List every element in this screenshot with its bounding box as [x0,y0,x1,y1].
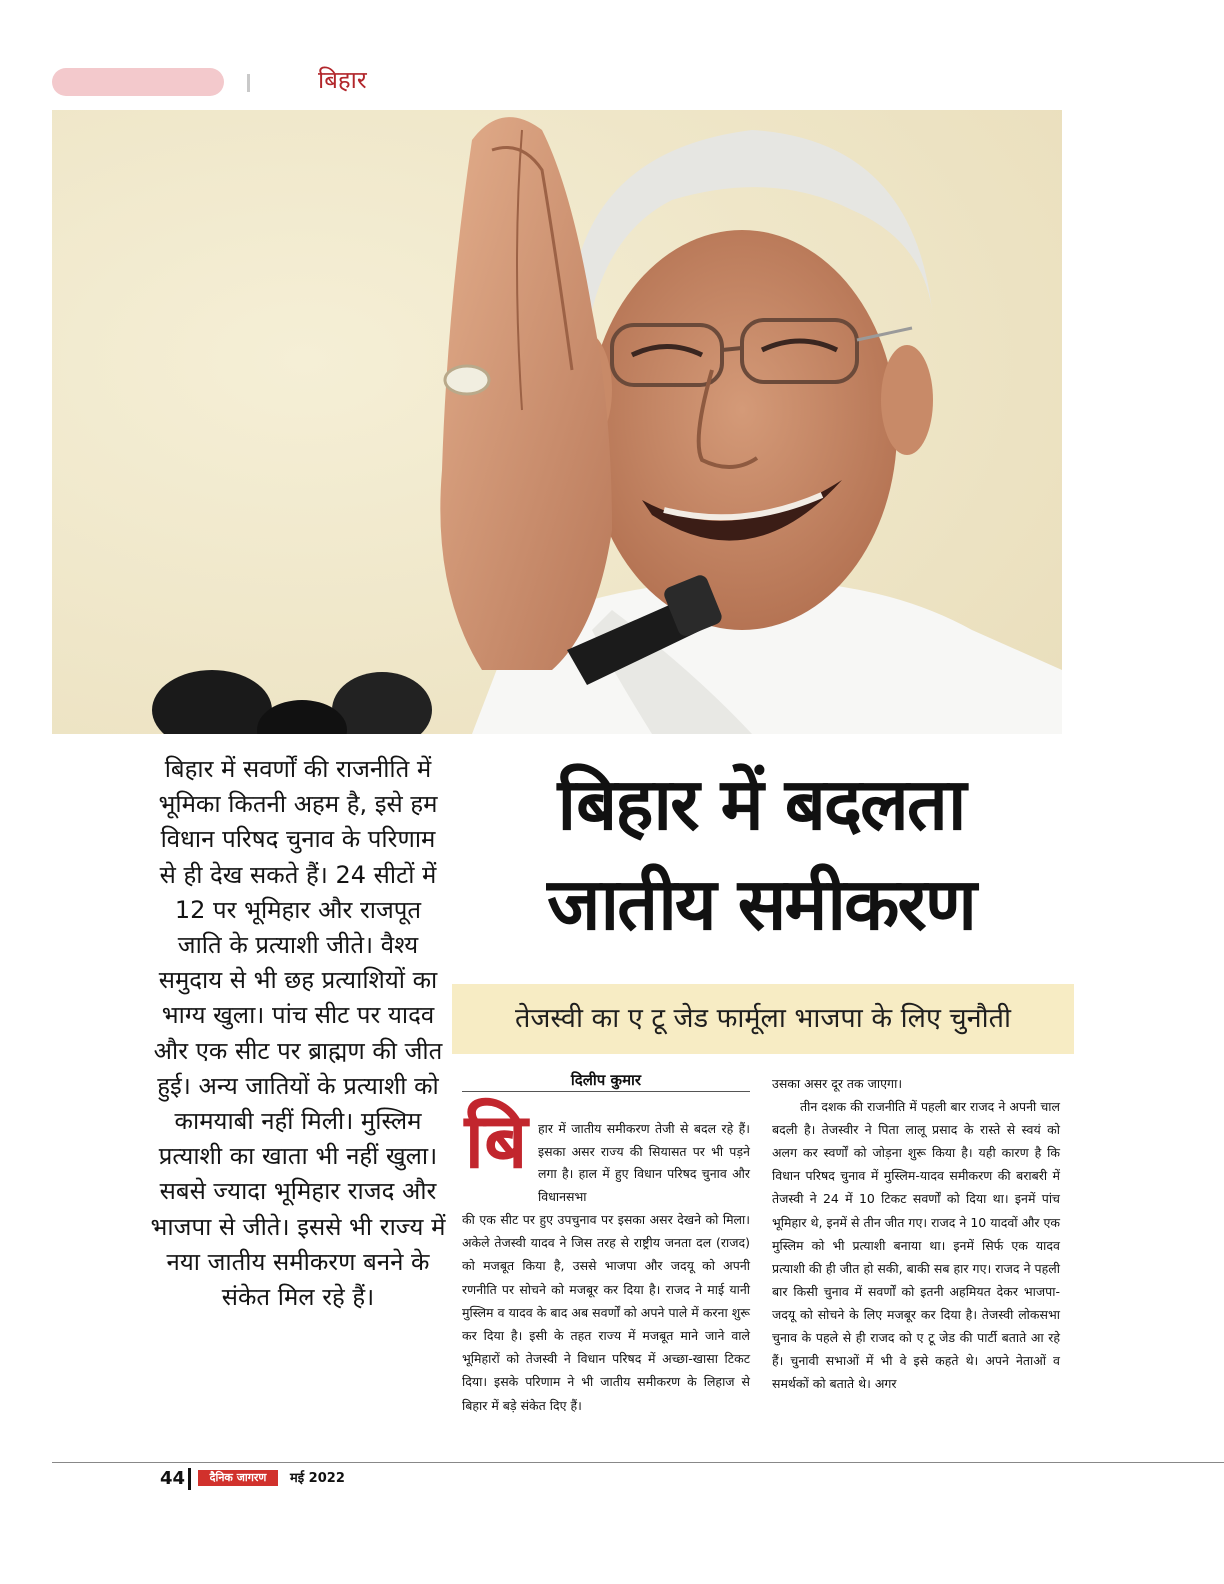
headline-line-2: जातीय समीकरण [547,862,975,946]
header-divider [247,74,250,92]
drop-cap: बि [464,1096,528,1185]
byline-divider [462,1091,750,1092]
page-number: 44 [160,1468,186,1489]
article-col1-intro: हार में जातीय समीकरण तेजी से बदल रहे हैं। इसका असर राज्य की सियासत पर भी पड़ने लगा है। हाल में हुए विधान परिषद चुनाव और विधानसभा [538,1121,750,1204]
lead-photo [52,110,1062,734]
subheadline: तेजस्वी का ए टू जेड फार्मूला भाजपा के लिए चुनौती [515,1003,1011,1034]
byline: दिलीप कुमार [570,1071,642,1089]
pull-quote: बिहार में सवर्णों की राजनीति में भूमिका कितनी अहम है, इसे हम विधान परिषद चुनाव के परिणाम से ही देख सकते हैं। 24 सीटों में 12 पर भूमिहार और राजपूत जाति के प्रत्याशी जीते। वैश्य समुदाय से भी छह प्रत्याशियों का भाग्य खुला। पांच सीट पर यादव और एक सीट पर ब्राह्मण की जीत हुई। अन्य जातियों के प्रत्याशी को कामयाबी नहीं मिली। मुस्लिम प्रत्याशी का खाता भी नहीं खुला। सबसे ज्यादा भूमिहार राजद और भाजपा से जीते। इससे भी राज्य में नया जातीय समीकरण बनने के संकेत मिल रहे हैं। [150,755,446,1312]
headline [470,754,1052,954]
photo-person-namaste-icon [52,110,1062,734]
article-col2-lead: उसका असर दूर तक जाएगा। [772,1076,903,1091]
article-col2-paragraph: तीन दशक की राजनीति में पहली बार राजद ने अपनी चाल बदली है। तेजस्वीर ने पिता लालू प्रसाद के रास्ते से स्वयं को अलग कर स्वर्णों को जोड़ना शुरू किया है। यही कारण है कि विधान परिषद चुनाव में मुस्लिम-यादव समीकरण की बराबरी में तेजस्वी ने 24 में 10 टिकट सवर्णों को दिया था। इनमें पांच भूमिहार थे, इनमें से तीन जीत गए। राजद ने 10 यादवों और एक मुस्लिम को भी प्रत्याशी बनाया था। इनमें सिर्फ एक यादव प्रत्याशी की ही जीत हो सकी, बाकी सब हार गए। राजद ने पहली बार किसी चुनाव में सवर्णों को इतनी अहमियत देकर भाजपा-जदयू को सोचने के लिए मजबूर कर दिया है। तेजस्वी लोकसभा चुनाव के पहले से ही राजद को ए टू जेड की पार्टी बताते आ रहे हैं। चुनावी सभाओं में भी वे इसे कहते थे। अपने नेताओं व समर्थकों को बताते थे। अगर [772,1099,1060,1392]
publication-logo: दैनिक जागरण [198,1470,278,1486]
footer-divider [52,1462,1224,1463]
header-pill [52,68,224,96]
issue-date: मई 2022 [290,1471,345,1486]
article-col2 [772,1072,1060,1395]
section-label[interactable]: बिहार [318,66,367,94]
headline-line-1: बिहार में बदलता [557,762,965,846]
article-col1-body: की एक सीट पर हुए उपचुनाव पर इसका असर देखने को मिला। अकेले तेजस्वी यादव ने जिस तरह से राष्ट्रीय जनता दल (राजद) को मजबूत किया है, उससे भाजपा और जदयू को अपनी रणनीति पर सोचने को मजबूर कर दिया है। राजद ने माई यानी मुस्लिम व यादव के बाद अब सवर्णों को अपने पाले में करना शुरू कर दिया है। इसी के तहत राज्य में मजबूत माने जाने वाले भूमिहारों को तेजस्वी ने विधान परिषद में अच्छा-खासा टिकट दिया। इसके परिणाम ने भी जातीय समीकरण के लिहाज से बिहार में बड़े संकेत दिए हैं। [462,1212,750,1413]
footer-separator [188,1468,191,1490]
